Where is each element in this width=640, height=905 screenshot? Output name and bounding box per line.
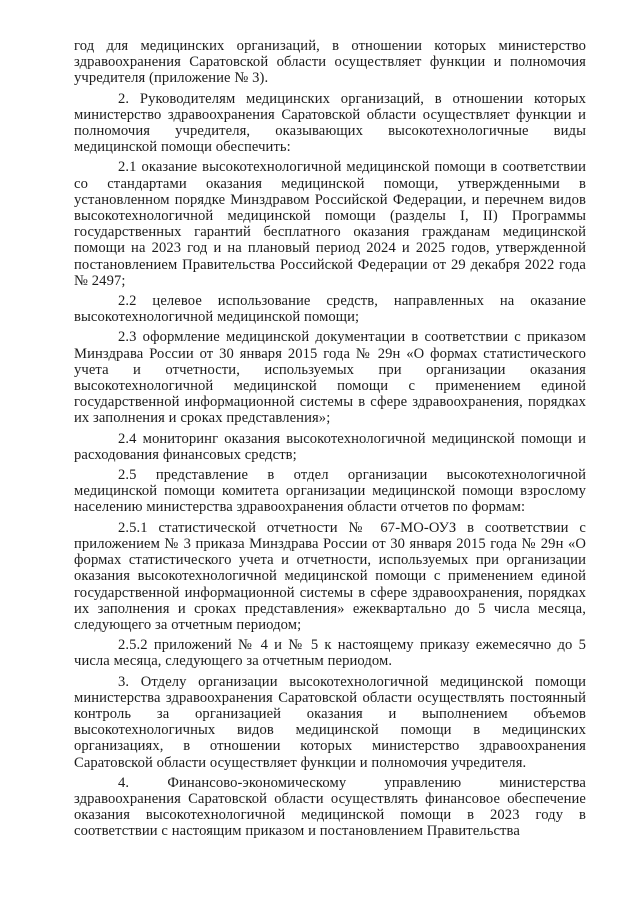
paragraph-item-4: 4. Финансово-экономическому управлению министерства здравоохранения Саратовской области осуществлять финансовое обеспечение оказания высокотехнологичной медицинской помощи в 2023 году в соответствии с настоящим приказом и постановлением Правительства [74, 774, 586, 840]
paragraph-item-2: 2. Руководителям медицинских организаций, в отношении которых министерство здравоохранения Саратовской области осуществляет функции и полномочия учредителя, оказывающих высокотехнологичные виды медицинской помощи обеспечить: [74, 90, 586, 156]
paragraph-item-2-5: 2.5 представление в отдел организации высокотехнологичной медицинской помощи комитета организации медицинской помощи взрослому населению министерства здравоохранения области отчетов по формам: [74, 467, 586, 516]
paragraph-item-3: 3. Отделу организации высокотехнологичной медицинской помощи министерства здравоохранения Саратовской области осуществлять постоянный контроль за организацией оказания и выполнением объемов высокотехнологичных видов медицинской помощи в медицинских организациях, в отношении которых министерство здравоохранения Саратовской области осуществляет функции и полномочия учредителя. [74, 673, 586, 771]
paragraph-item-2-5-1: 2.5.1 статистической отчетности № 67-МО-ОУЗ в соответствии с приложением № 3 приказа Минздрава России от 30 января 2015 года № 29н «О формах статистического учета и отчетности, используемых при организации оказания высокотехнологичной медицинской помощи с применением единой государственной информационной системы в сфере здравоохранения, порядках их заполнения и сроках представления» ежеквартально до 5 числа месяца, следующего за отчетным периодом; [74, 519, 586, 633]
paragraph-item-2-3: 2.3 оформление медицинской документации в соответствии с приказом Минздрава России от 30 января 2015 года № 29н «О формах статистического учета и отчетности, используемых при организации оказания высокотехнологичной медицинской помощи с применением единой государственной информационной системы в сфере здравоохранения, порядках их заполнения и сроках представления»; [74, 329, 586, 427]
paragraph-item-2-5-2: 2.5.2 приложений № 4 и № 5 к настоящему приказу ежемесячно до 5 числа месяца, следующего за отчетным периодом. [74, 637, 586, 670]
paragraph-item-2-4: 2.4 мониторинг оказания высокотехнологичной медицинской помощи и расходования финансовых средств; [74, 430, 586, 463]
document-page [74, 38, 586, 844]
paragraph-item-2-2: 2.2 целевое использование средств, направленных на оказание высокотехнологичной медицинской помощи; [74, 293, 586, 326]
paragraph-appendix-3-ref: год для медицинских организаций, в отношении которых министерство здравоохранения Саратовской области осуществляет функции и полномочия учредителя (приложение № 3). [74, 38, 586, 87]
paragraph-item-2-1: 2.1 оказание высокотехнологичной медицинской помощи в соответствии со стандартами оказания медицинской помощи, утвержденными в установленном порядке Минздравом Российской Федерации, и перечнем видов высокотехнологичной медицинской помощи (разделы I, II) Программы государственных гарантий бесплатного оказания гражданам медицинской помощи на 2023 год и на плановый период 2024 и 2025 годов, утвержденной постановлением Правительства Российской Федерации от 29 декабря 2022 года № 2497; [74, 159, 586, 289]
